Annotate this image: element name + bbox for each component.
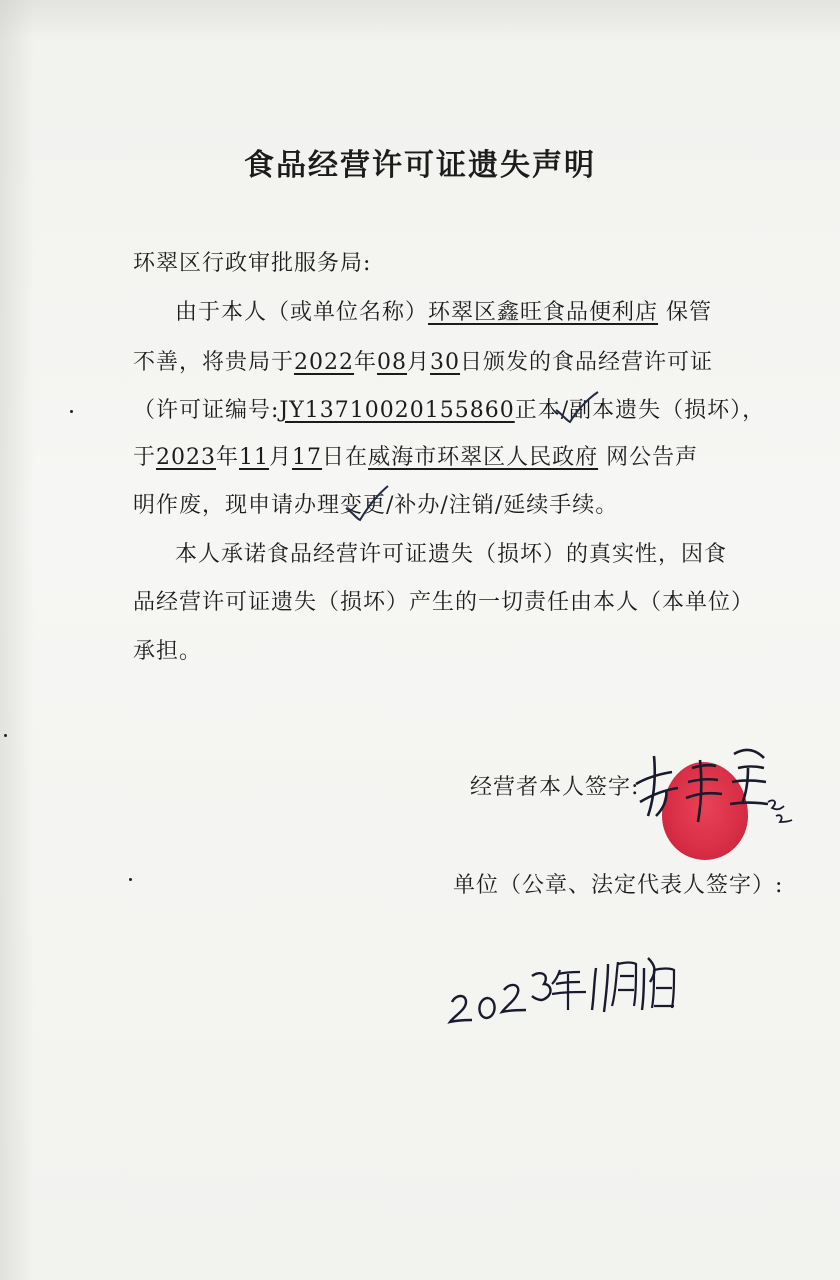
text-fragment: 日颁发的食品经营许可证	[460, 350, 714, 375]
text-fragment: 网公告声	[598, 445, 699, 470]
addressee: 环翠区行政审批服务局:	[133, 251, 372, 276]
notice-year: 2023	[156, 445, 217, 470]
scan-speck	[70, 410, 73, 413]
paragraph-line-6: 本人承诺食品经营许可证遗失（损坏）的真实性，因食	[175, 542, 728, 567]
text-fragment: 日在	[322, 445, 369, 470]
paragraph-line-3	[133, 393, 765, 424]
notice-day: 17	[292, 445, 323, 470]
text-fragment: 正本/副本遗失（损坏），	[514, 398, 766, 423]
signature-label: 经营者本人签字:	[470, 775, 640, 800]
notice-venue: 威海市环翠区人民政府	[368, 445, 599, 470]
text-fragment: 月	[269, 445, 293, 470]
text-fragment: （许可证编号:	[133, 398, 280, 423]
paragraph-line-2	[133, 345, 713, 376]
unit-name: 环翠区鑫旺食品便利店	[428, 300, 659, 325]
paragraph-line-4	[133, 440, 698, 471]
text-fragment: 年	[216, 445, 240, 470]
page-shadow-top	[0, 0, 840, 40]
text-fragment: 月	[407, 350, 431, 375]
issue-day: 30	[430, 350, 461, 375]
paragraph-line-1	[175, 295, 712, 326]
fingerprint-seal	[662, 762, 748, 860]
notice-month: 11	[239, 445, 270, 470]
document-title: 食品经营许可证遗失声明	[244, 148, 596, 183]
paragraph-line-7: 品经营许可证遗失（损坏）产生的一切责任由本人（本单位）	[133, 590, 755, 615]
scan-speck	[129, 878, 132, 881]
license-number: JY13710020155860	[279, 398, 515, 423]
paragraph-line-5: 明作废，现申请办理变更/补办/注销/延续手续。	[133, 493, 619, 518]
scan-speck	[4, 734, 7, 737]
page-shadow-left	[0, 0, 34, 1280]
text-fragment: 由于本人（或单位名称）	[175, 300, 429, 325]
handwritten-date	[440, 940, 680, 1030]
text-fragment: 不善，将贵局于	[133, 350, 295, 375]
text-fragment: 保管	[658, 300, 713, 325]
issue-year: 2022	[294, 350, 355, 375]
unit-seal-label: 单位（公章、法定代表人签字）:	[453, 873, 784, 898]
issue-month: 08	[377, 350, 408, 375]
text-fragment: 于	[133, 445, 157, 470]
paragraph-line-8: 承担。	[133, 639, 203, 664]
text-fragment: 年	[354, 350, 378, 375]
